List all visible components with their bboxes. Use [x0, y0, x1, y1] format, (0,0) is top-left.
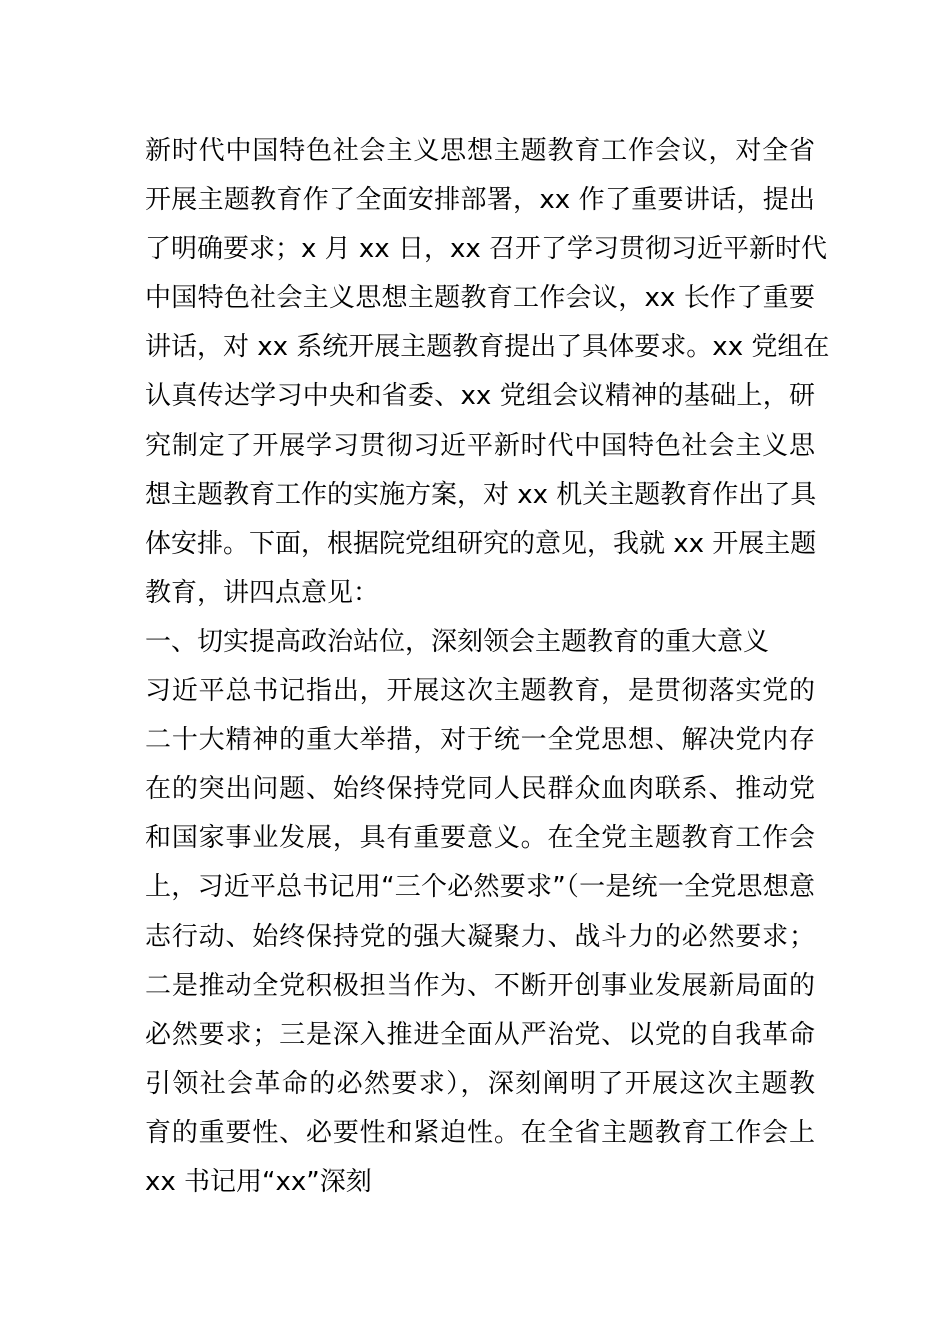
intro-line-7: 究制定了开展学习贯彻习近平新时代中国特色社会主义思	[145, 430, 815, 461]
section-heading: 一、切实提高政治站位，深刻领会主题教育的重大意义	[145, 626, 770, 657]
intro-line-1: 新时代中国特色社会主义思想主题教育工作会议，对全省	[145, 136, 815, 166]
section1-line-7: 二是推动全党积极担当作为、不断开创事业发展新局面的	[145, 970, 815, 1001]
document-body	[145, 127, 830, 1207]
section1-line-8: 必然要求；三是深入推进全面从严治党、以党的自我革命	[145, 1019, 815, 1050]
section1-line-10: 育的重要性、必要性和紧迫性。在全省主题教育工作会上	[145, 1117, 815, 1148]
intro-line-8: 想主题教育工作的实施方案，对 xx 机关主题教育作出了具	[145, 479, 817, 510]
section1-line-5: 上，习近平总书记用“三个必然要求”（一是统一全党思想意	[145, 872, 815, 903]
intro-line-6: 认真传达学习中央和省委、xx 党组会议精神的基础上，研	[145, 381, 815, 412]
intro-line-5: 讲话，对 xx 系统开展主题教育提出了具体要求。xx 党组在	[145, 332, 830, 363]
section1-line-4: 和国家事业发展，具有重要意义。在全党主题教育工作会	[145, 823, 815, 854]
section1-line-9: 引领社会革命的必然要求），深刻阐明了开展这次主题教	[145, 1068, 815, 1099]
intro-line-10: 教育，讲四点意见：	[145, 577, 380, 608]
intro-line-9: 体安排。下面，根据院党组研究的意见，我就 xx 开展主题	[145, 528, 817, 559]
intro-line-4: 中国特色社会主义思想主题教育工作会议，xx 长作了重要	[145, 283, 815, 314]
section1-line-2: 二十大精神的重大举措，对于统一全党思想、解决党内存	[145, 725, 815, 756]
section1-line-6: 志行动、始终保持党的强大凝聚力、战斗力的必然要求；	[145, 921, 815, 952]
section1-line-1: 习近平总书记指出，开展这次主题教育，是贯彻落实党的	[145, 676, 815, 707]
section1-line-3: 在的突出问题、始终保持党同人民群众血肉联系、推动党	[145, 774, 815, 805]
intro-line-2: 开展主题教育作了全面安排部署，xx 作了重要讲话，提出	[145, 185, 815, 216]
intro-line-3: 了明确要求；x 月 xx 日，xx 召开了学习贯彻习近平新时代	[145, 234, 827, 265]
section1-line-11: xx 书记用“xx”深刻	[145, 1166, 372, 1197]
